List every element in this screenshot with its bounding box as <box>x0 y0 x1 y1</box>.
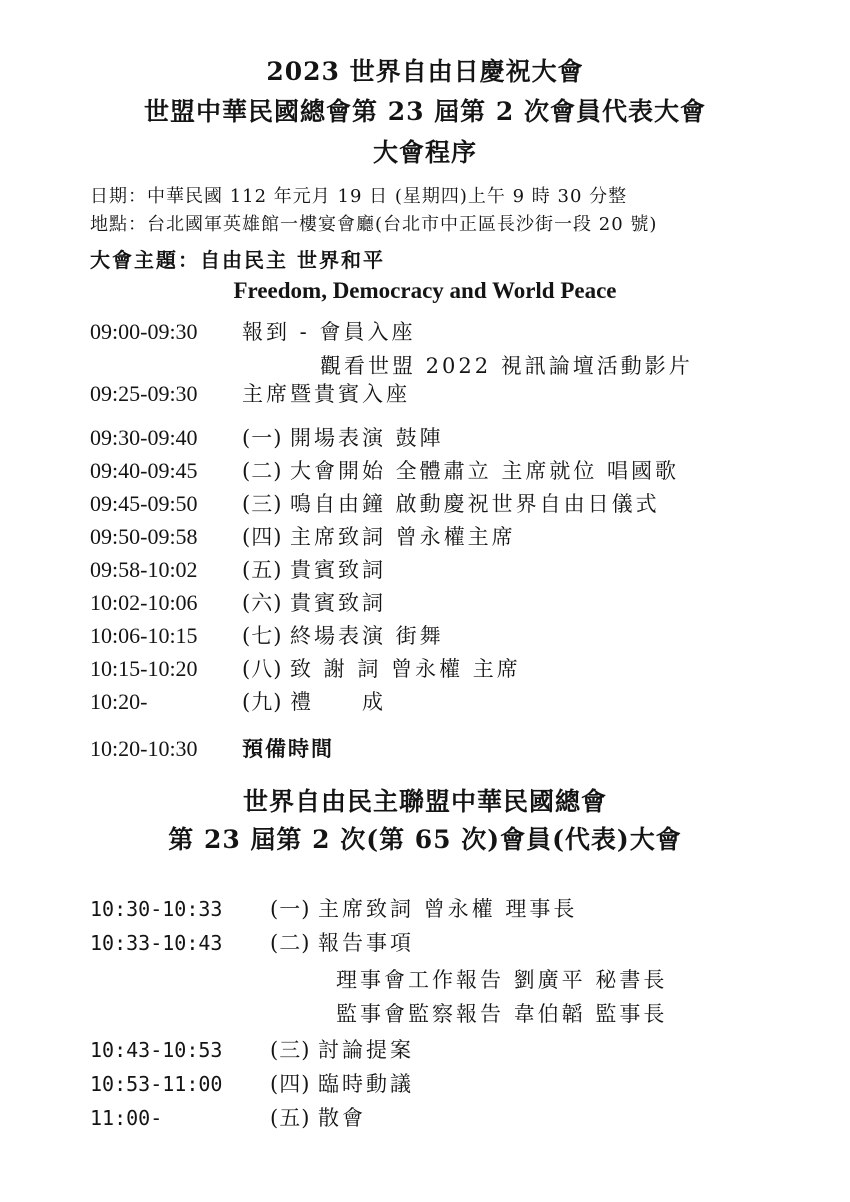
row-time: 10:15-10:20 <box>90 656 198 681</box>
row-text: 貴賓致詞 <box>290 591 386 615</box>
row-number: (六) <box>242 591 283 615</box>
row-number: (四) <box>270 1072 311 1096</box>
section2-subtitle: 第 23 屆第 2 次(第 65 次)會員(代表)大會 <box>168 825 682 854</box>
row-text: 終場表演 街舞 <box>290 624 444 648</box>
program-heading: 大會程序 <box>372 138 477 167</box>
row-number: (二) <box>242 459 283 483</box>
row-time: 10:02-10:06 <box>90 590 198 615</box>
row-time: 10:43-10:53 <box>90 1038 223 1062</box>
row-text: 討論提案 <box>318 1038 414 1062</box>
row-time: 10:33-10:43 <box>90 931 223 955</box>
section2-title: 世界自由民主聯盟中華民國總會 <box>242 787 607 816</box>
row-number: (三) <box>242 492 283 516</box>
row-number: (九) <box>242 690 283 714</box>
row-time: 11:00- <box>90 1106 163 1130</box>
row-number: (一) <box>242 426 283 450</box>
row-text: 主席暨貴賓入座 <box>242 382 410 406</box>
row-text: 報到 - 會員入座 <box>242 320 416 344</box>
row-text: 主席致詞 曾永權 理事長 <box>318 897 578 921</box>
row-text: 散會 <box>318 1106 366 1130</box>
row-number: (五) <box>242 558 283 582</box>
row-text: 禮 成 <box>290 690 386 714</box>
row-time: 09:50-09:58 <box>90 524 198 549</box>
row-text: 預備時間 <box>242 736 334 761</box>
row-text: 主席致詞 曾永權主席 <box>290 525 516 549</box>
row-subtext: 觀看世盟 2022 視訊論壇活動影片 <box>320 354 693 378</box>
row-number: (三) <box>270 1038 311 1062</box>
row-text: 開場表演 鼓陣 <box>290 426 444 450</box>
row-time: 09:58-10:02 <box>90 557 198 582</box>
report-item: 理事會工作報告 劉廣平 秘書長 <box>336 968 668 992</box>
event-theme: 大會主題：自由民主 世界和平 <box>90 248 385 272</box>
row-number: (一) <box>270 897 311 921</box>
row-time: 10:53-11:00 <box>90 1072 223 1096</box>
row-time: 09:45-09:50 <box>90 491 198 516</box>
row-text: 鳴自由鐘 啟動慶祝世界自由日儀式 <box>290 492 660 516</box>
row-text: 致 謝 詞 曾永權 主席 <box>290 657 521 681</box>
row-time: 10:20-10:30 <box>90 736 198 761</box>
row-time: 09:40-09:45 <box>90 458 198 483</box>
assembly-title: 世盟中華民國總會第 23 屆第 2 次會員代表大會 <box>143 97 706 126</box>
report-item: 監事會監察報告 韋伯韜 監事長 <box>336 1002 668 1026</box>
row-number: (二) <box>270 931 311 955</box>
row-text: 報告事項 <box>318 931 414 955</box>
row-time: 10:30-10:33 <box>90 897 223 921</box>
event-title: 2023 世界自由日慶祝大會 <box>266 57 584 86</box>
row-text: 臨時動議 <box>318 1072 414 1096</box>
row-time: 10:20- <box>90 689 148 714</box>
row-text: 大會開始 全體肅立 主席就位 唱國歌 <box>290 459 680 483</box>
row-text: 貴賓致詞 <box>290 558 386 582</box>
row-time: 10:06-10:15 <box>90 623 198 648</box>
event-location: 地點：台北國軍英雄館一樓宴會廳(台北市中正區長沙街一段 20 號) <box>90 214 658 235</box>
row-time: 09:00-09:30 <box>90 319 198 344</box>
row-number: (四) <box>242 525 283 549</box>
row-time: 09:30-09:40 <box>90 425 198 450</box>
row-time: 09:25-09:30 <box>90 381 198 406</box>
row-number: (七) <box>242 624 283 648</box>
event-date: 日期：中華民國 112 年元月 19 日 (星期四)上午 9 時 30 分整 <box>90 186 628 207</box>
row-number: (五) <box>270 1106 311 1130</box>
row-number: (八) <box>242 657 283 681</box>
event-theme-english: Freedom, Democracy and World Peace <box>233 278 617 303</box>
